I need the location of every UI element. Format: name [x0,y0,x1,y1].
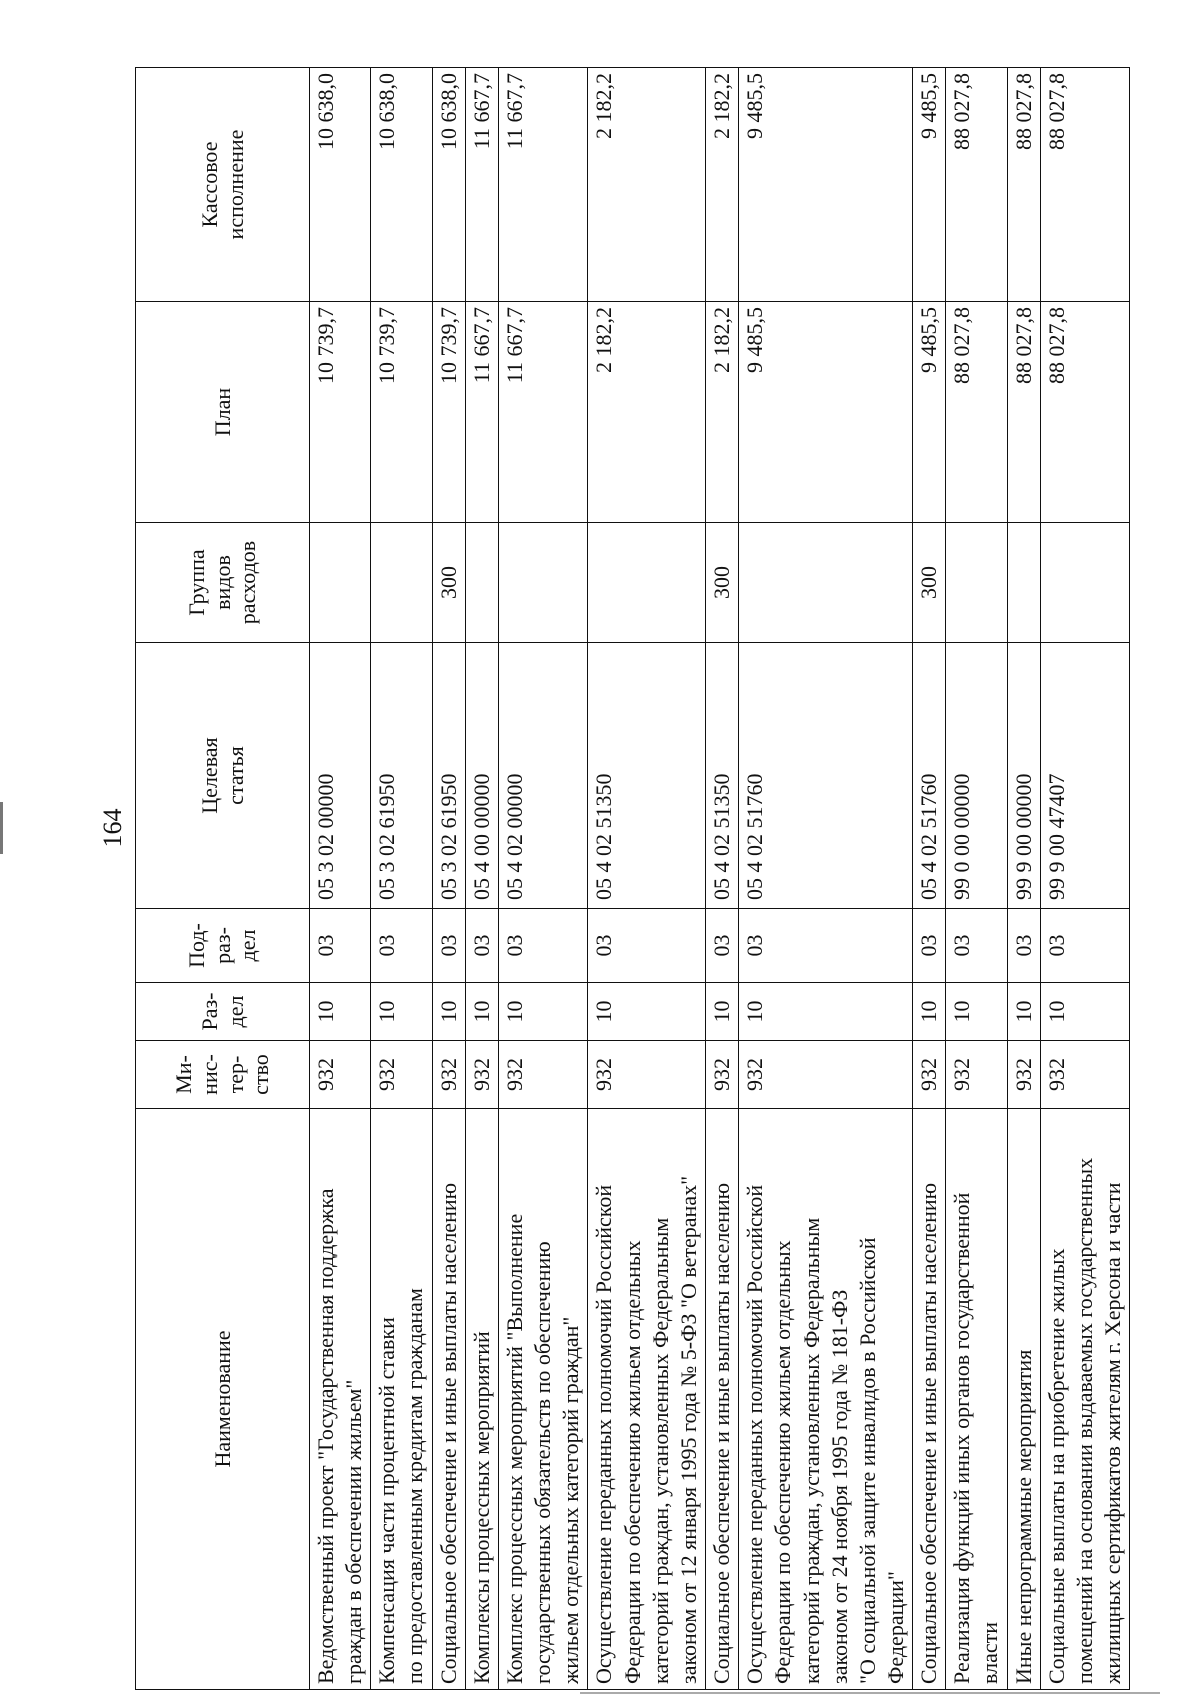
row-name: Осуществление переданных полномочий Российской Федерации по обеспечению жильем отдельных категорий граждан, установленных Федеральным законом от 24 ноября 1995 года № 181-ФЗ "О социальной защите инвалидов в Российской Федерации" [739,1109,913,1690]
row-execution: 2 182,2 [588,68,706,302]
row-section: 10 [588,983,706,1041]
row-section: 10 [371,983,432,1041]
row-plan: 2 182,2 [706,302,739,523]
row-subsection: 03 [739,909,913,983]
row-group: 300 [706,523,739,643]
row-section: 10 [706,983,739,1041]
row-plan: 9 485,5 [913,302,946,523]
header-section: Раз- дел [136,983,310,1041]
row-execution: 11 667,7 [498,68,587,302]
header-name: Наименование [136,1109,310,1690]
table-row [310,68,371,1690]
scan-edge-mark [0,802,3,854]
row-name: Иные непрограммные мероприятия [1007,1109,1040,1690]
row-ministry: 932 [588,1041,706,1109]
row-name: Осуществление переданных полномочий Российской Федерации по обеспечению жильем отдельных категорий граждан, установленных Федеральным законом от 12 января 1995 года № 5-ФЗ "О ветеранах" [588,1109,706,1690]
row-plan: 10 739,7 [310,302,371,523]
row-section: 10 [498,983,587,1041]
header-subsection: Под- раз- дел [136,909,310,983]
row-group [371,523,432,643]
row-execution: 9 485,5 [739,68,913,302]
row-plan: 11 667,7 [498,302,587,523]
row-subsection: 03 [310,909,371,983]
row-target: 05 4 02 00000 [498,643,587,909]
row-section: 10 [739,983,913,1041]
row-execution: 88 027,8 [946,68,1007,302]
row-plan: 11 667,7 [465,302,498,523]
row-subsection: 03 [913,909,946,983]
row-ministry: 932 [706,1041,739,1109]
row-target: 05 3 02 61950 [432,643,465,909]
row-plan: 9 485,5 [739,302,913,523]
table-row [465,68,498,1690]
row-ministry: 932 [465,1041,498,1109]
row-name: Комплексы процессных мероприятий [465,1109,498,1690]
row-plan: 88 027,8 [1007,302,1040,523]
table-row [739,68,913,1690]
row-ministry: 932 [739,1041,913,1109]
row-group [1007,523,1040,643]
table-row [1040,68,1129,1690]
row-subsection: 03 [1040,909,1129,983]
row-section: 10 [913,983,946,1041]
row-section: 10 [465,983,498,1041]
row-execution: 9 485,5 [913,68,946,302]
row-subsection: 03 [588,909,706,983]
row-target: 05 4 02 51760 [913,643,946,909]
row-plan: 2 182,2 [588,302,706,523]
row-name: Ведомственный проект "Государственная поддержка граждан в обеспечении жильем" [310,1109,371,1690]
row-ministry: 932 [913,1041,946,1109]
row-group: 300 [432,523,465,643]
row-section: 10 [432,983,465,1041]
row-name: Социальное обеспечение и иные выплаты населению [913,1109,946,1690]
row-section: 10 [1007,983,1040,1041]
row-target: 05 4 02 51350 [706,643,739,909]
row-group [1040,523,1129,643]
row-execution: 88 027,8 [1040,68,1129,302]
row-execution: 10 638,0 [371,68,432,302]
row-target: 05 4 02 51350 [588,643,706,909]
table-row [371,68,432,1690]
row-subsection: 03 [371,909,432,983]
row-subsection: 03 [946,909,1007,983]
row-execution: 10 638,0 [432,68,465,302]
page-number: 164 [98,808,127,848]
row-target: 05 4 02 51760 [739,643,913,909]
row-target: 05 3 02 61950 [371,643,432,909]
row-execution: 2 182,2 [706,68,739,302]
row-group: 300 [913,523,946,643]
row-subsection: 03 [498,909,587,983]
row-ministry: 932 [432,1041,465,1109]
row-target: 99 0 00 00000 [946,643,1007,909]
rotated-table-container [135,68,1126,1690]
table-row [946,68,1007,1690]
row-group [946,523,1007,643]
row-subsection: 03 [706,909,739,983]
row-target: 05 4 00 00000 [465,643,498,909]
header-expense-group: Группа видов расходов [136,523,310,643]
table-row [588,68,706,1690]
scan-bottom-line [580,1692,1160,1694]
row-name: Комплекс процессных мероприятий "Выполнение государственных обязательств по обеспечению жильем отдельных категорий граждан" [498,1109,587,1690]
table-row [498,68,587,1690]
row-section: 10 [1040,983,1129,1041]
header-plan: План [136,302,310,523]
header-row [136,68,310,1690]
header-ministry: Ми- нис- тер- ство [136,1041,310,1109]
row-subsection: 03 [465,909,498,983]
row-subsection: 03 [432,909,465,983]
header-target: Целевая статья [136,643,310,909]
table-row [1007,68,1040,1690]
row-ministry: 932 [371,1041,432,1109]
row-name: Социальное обеспечение и иные выплаты населению [432,1109,465,1690]
row-group [310,523,371,643]
row-target: 99 9 00 00000 [1007,643,1040,909]
row-subsection: 03 [1007,909,1040,983]
row-plan: 10 739,7 [432,302,465,523]
row-group [739,523,913,643]
row-group [465,523,498,643]
row-section: 10 [310,983,371,1041]
table-row [913,68,946,1690]
row-name: Социальное обеспечение и иные выплаты населению [706,1109,739,1690]
row-plan: 88 027,8 [1040,302,1129,523]
row-target: 99 9 00 47407 [1040,643,1129,909]
budget-table [135,67,1130,1690]
row-execution: 11 667,7 [465,68,498,302]
row-ministry: 932 [1007,1041,1040,1109]
table-row [706,68,739,1690]
header-execution: Кассовое исполнение [136,68,310,302]
row-execution: 10 638,0 [310,68,371,302]
row-name: Компенсация части процентной ставки по предоставленным кредитам гражданам [371,1109,432,1690]
table-row [432,68,465,1690]
row-execution: 88 027,8 [1007,68,1040,302]
row-ministry: 932 [498,1041,587,1109]
row-ministry: 932 [1040,1041,1129,1109]
row-ministry: 932 [310,1041,371,1109]
row-plan: 88 027,8 [946,302,1007,523]
row-group [588,523,706,643]
row-group [498,523,587,643]
row-name: Реализация функций иных органов государственной власти [946,1109,1007,1690]
row-target: 05 3 02 00000 [310,643,371,909]
row-ministry: 932 [946,1041,1007,1109]
row-plan: 10 739,7 [371,302,432,523]
row-name: Социальные выплаты на приобретение жилых помещений на основании выдаваемых государственных жилищных сертификатов жителям г. Херсона и части [1040,1109,1129,1690]
row-section: 10 [946,983,1007,1041]
